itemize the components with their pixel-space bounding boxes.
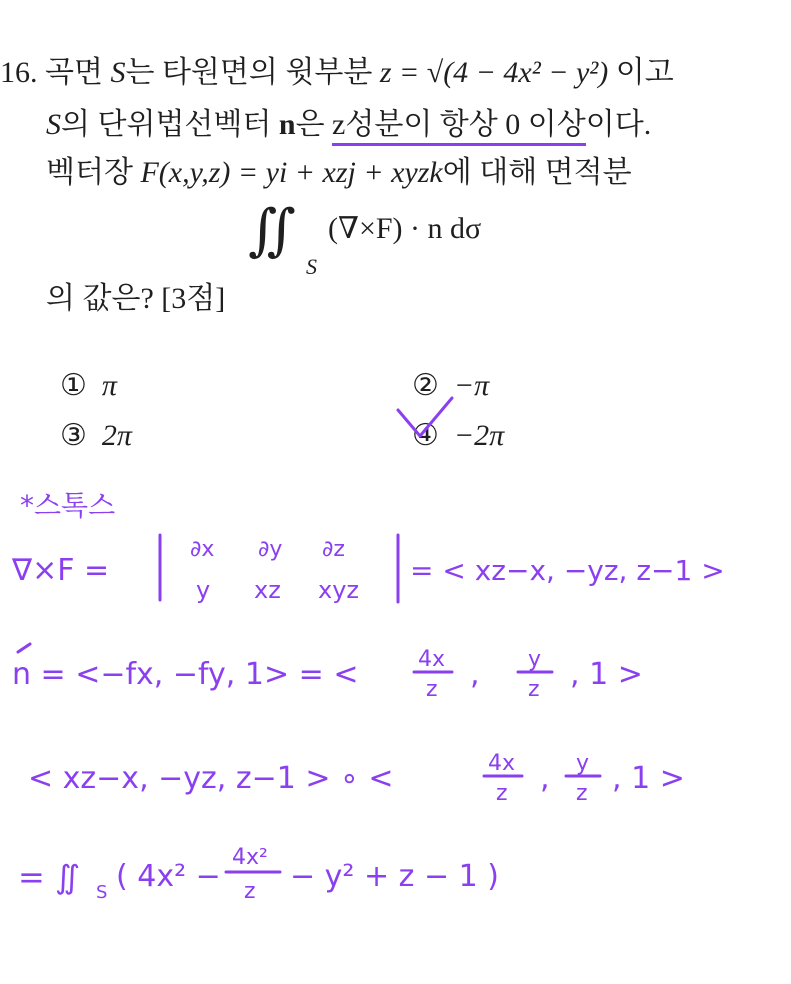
- surface-equation: z = √(4 − 4x² − y²): [379, 56, 609, 89]
- vector-field: F(x,y,z) = yi + xzj + xyzk: [140, 156, 443, 189]
- det-y: y: [196, 576, 211, 604]
- problem-number: 16.: [0, 56, 38, 89]
- checkmark-icon: [398, 398, 452, 436]
- problem-line-3: 벡터장 F(x,y,z) = yi + xzj + xyzk에 대해 면적분: [46, 156, 632, 189]
- svg-text:,: ,: [470, 657, 480, 692]
- svg-text:,: ,: [540, 761, 550, 796]
- hw-dot-end: , 1 >: [612, 761, 685, 796]
- det-xz: xz: [254, 576, 281, 604]
- hw-frac1b-den: z: [496, 781, 508, 806]
- hw-frac2-num: y: [528, 647, 542, 672]
- hw-curl-lhs: ∇×F =: [12, 553, 110, 588]
- hw-integral-sub: S: [96, 882, 108, 903]
- hw-integrand-c: − y² + z − 1 ): [290, 859, 499, 894]
- hw-normal-end: , 1 >: [570, 657, 643, 692]
- det-d-dx: ∂x: [190, 537, 215, 562]
- integral-subscript: S: [306, 254, 317, 279]
- choice-4[interactable]: ④ −2π: [412, 419, 505, 452]
- hw-frac3-num: 4x²: [232, 845, 268, 870]
- hw-integrand-a: ( 4x² −: [116, 859, 221, 894]
- vector-arrow-icon: [18, 644, 30, 652]
- hw-dot-product: < xz−x, −yz, z−1 > ∘ <: [28, 761, 394, 796]
- choice-1[interactable]: ① π: [60, 369, 117, 402]
- hw-frac1-den: z: [426, 677, 438, 702]
- choice-3[interactable]: ③ 2π: [60, 419, 132, 452]
- det-d-dy: ∂y: [258, 537, 283, 562]
- hw-frac2b-den: z: [576, 781, 588, 806]
- problem-line-5: 의 값은? [3점]: [46, 282, 226, 315]
- hw-frac2b-num: y: [576, 751, 590, 776]
- hw-frac1-num: 4x: [418, 647, 446, 672]
- hw-curl-rhs: = < xz−x, −yz, z−1 >: [410, 554, 725, 587]
- problem-line-2: S의 단위법선벡터 n은 z성분이 항상 0 이상이다.: [46, 110, 651, 140]
- hw-frac1b-num: 4x: [488, 751, 516, 776]
- det-xyz: xyz: [318, 576, 360, 604]
- hw-frac2-den: z: [528, 677, 540, 702]
- det-d-dz: ∂z: [322, 537, 345, 562]
- choice-2[interactable]: ② −π: [412, 369, 490, 402]
- integrand: (∇×F) · n dσ: [328, 212, 482, 245]
- hw-normal: n = <−fx, −fy, 1> = <: [12, 657, 359, 692]
- hw-title: *스톡스: [20, 489, 116, 522]
- hw-integral: = ∬: [18, 858, 81, 896]
- problem-line-1: 16. 곡면 S는 타원면의 윗부분 z = √(4 − 4x² − y²) 이고: [0, 56, 674, 89]
- hw-frac3-den: z: [244, 879, 256, 904]
- double-integral-sign: ∬: [248, 200, 296, 262]
- underlined-condition: z성분이 항상 0 이상: [332, 108, 586, 146]
